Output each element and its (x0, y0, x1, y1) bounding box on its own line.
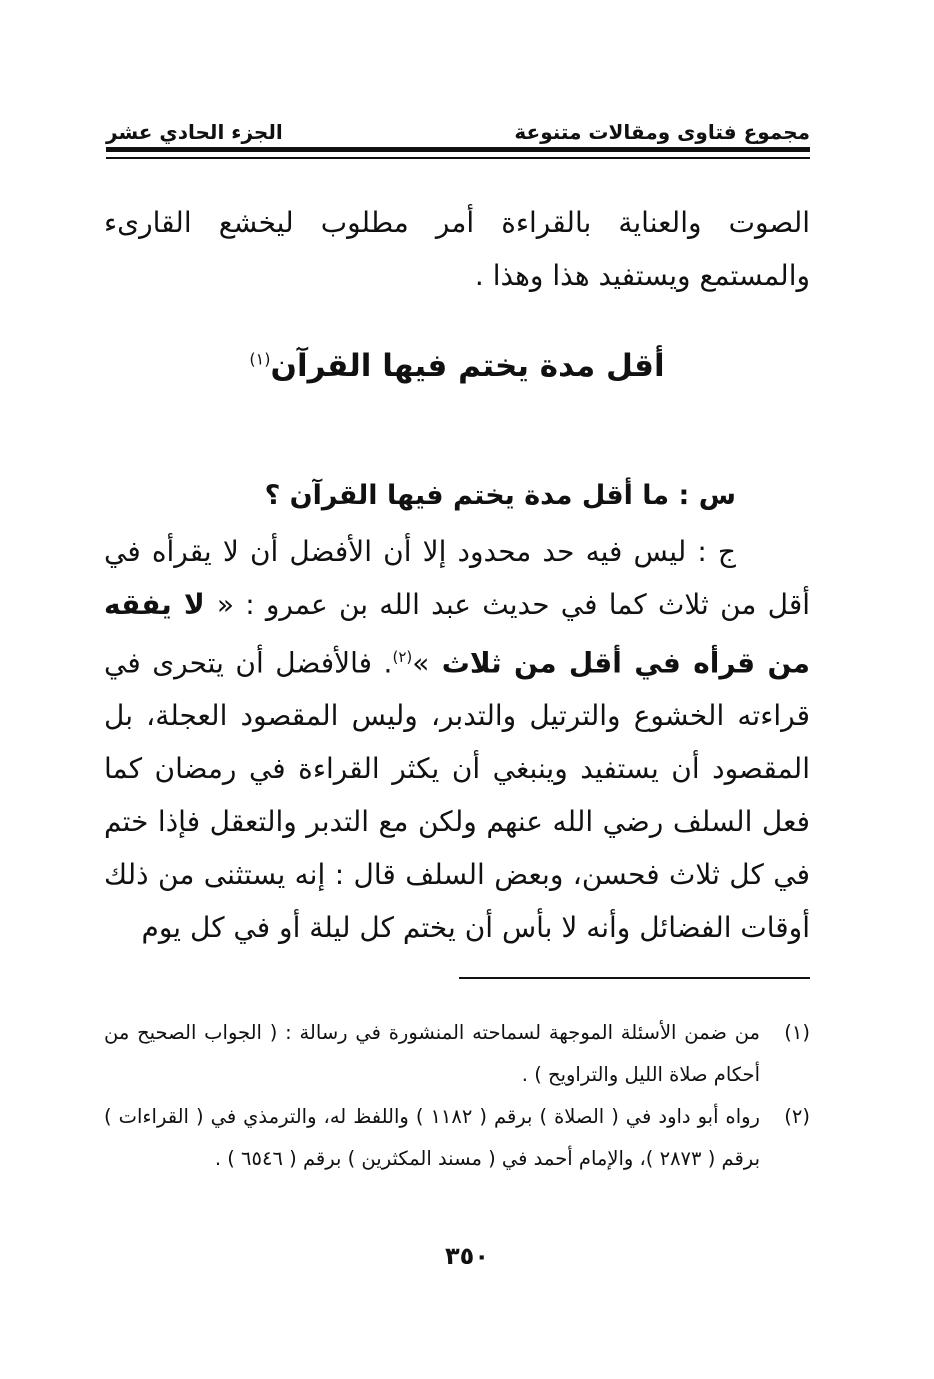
header-book-title: مجموع فتاوى ومقالات متنوعة (514, 120, 810, 144)
answer-footnote-ref: (٢) (392, 648, 413, 666)
footnotes (104, 1012, 810, 1180)
footnote-separator (459, 977, 810, 979)
section-title-text: أقل مدة يختم فيها القرآن (270, 348, 665, 384)
footnote-2-number: (٢) (784, 1105, 810, 1128)
hadith-quote: لا يفقه من قرأه في أقل من ثلاث (104, 588, 810, 680)
intro-paragraph: الصوت والعناية بالقراءة أمر مطلوب ليخشع القارىء والمستمع ويستفيد هذا وهذا . (104, 206, 810, 292)
header-rule-thick (106, 147, 810, 152)
question-line: س : ما أقل مدة يختم فيها القرآن ؟ (264, 480, 736, 511)
section-title (104, 348, 810, 384)
answer-paragraph (104, 525, 810, 954)
answer-text-rest: . فالأفضل أن يتحرى في قراءته الخشوع والترتيل والتدبر، وليس المقصود العجلة، بل المقصود أن يستفيد وينبغي أن يكثر القراءة في رمضان كما فعل السلف رضي الله عنهم ولكن مع التدبر والتعقل فإذا ختم في كل ثلاث فحسن، وبعض السلف قال : إنه يستثنى من ذلك أوقات الفضائل وأنه لا بأس أن يختم كل ليلة أو في كل يوم (104, 646, 810, 945)
section-title-footnote-ref: (١) (249, 349, 271, 369)
header-rule-thin (106, 157, 810, 159)
hadith-close-quote: » (412, 646, 430, 680)
footnote-2-text: رواه أبو داود في ( الصلاة ) برقم ( ١١٨٢ ) واللفظ له، والترمذي في ( القراءات ) برقم ( ٢٨٧٣ )، والإمام أحمد في ( مسند المكثرين ) برقم ( ٦٥٤٦ ) . (104, 1105, 760, 1170)
footnote-1-number: (١) (784, 1021, 810, 1044)
running-header (106, 110, 810, 144)
footnote-2 (104, 1096, 810, 1180)
header-volume-title: الجزء الحادي عشر (106, 120, 283, 144)
footnote-1 (104, 1012, 810, 1096)
answer-text-start: ج : ليس فيه حد محدود إلا أن الأفضل أن لا يقرأه في أقل من ثلاث كما في حديث عبد الله بن عمرو : « (104, 535, 810, 621)
footnote-1-text: من ضمن الأسئلة الموجهة لسماحته المنشورة في رسالة : ( الجواب الصحيح من أحكام صلاة الليل والتراويح ) . (104, 1021, 760, 1086)
page-number: ٣٥٠ (445, 1242, 489, 1270)
